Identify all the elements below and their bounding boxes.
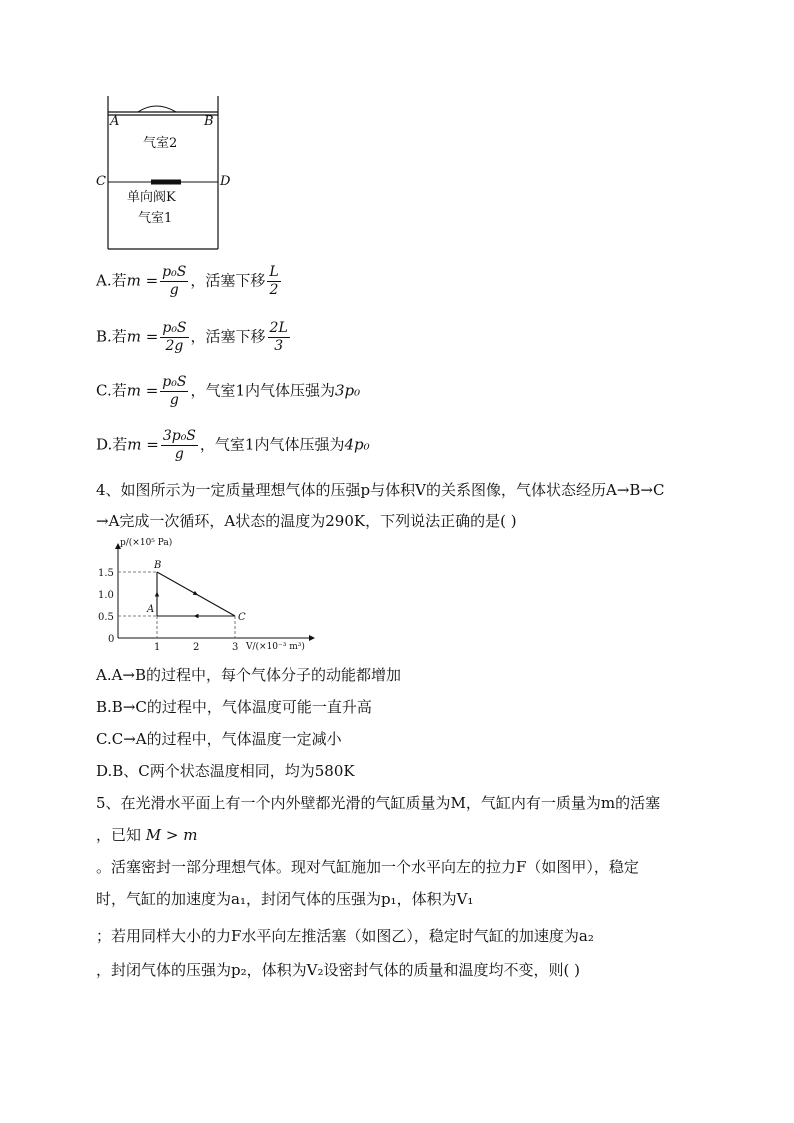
y-axis-label: p/(×10⁵ Pa) — [120, 538, 173, 548]
x-tick-label: 2 — [193, 642, 200, 653]
cylinder-figure — [96, 94, 246, 254]
denominator: g — [169, 392, 179, 408]
q4-stem-line2: →A完成一次循环，A状态的温度为290K，下列说法正确的是( ) — [96, 512, 517, 530]
room2-label: 气室2 — [143, 136, 178, 151]
q5-line2-prefix: ，已知 — [96, 826, 142, 844]
fraction — [160, 374, 188, 409]
room1-label: 气室1 — [138, 211, 173, 226]
mass-eq: m = — [127, 435, 159, 454]
q5-line1: 5、在光滑水平面上有一个内外壁都光滑的气缸质量为M，气缸内有一质量为m的活塞 — [96, 794, 661, 812]
y-tick-label: 0.5 — [98, 612, 114, 623]
q5-line4: 时，气缸的加速度为a₁，封闭气体的压强为p₁，体积为V₁ — [96, 890, 474, 908]
q4-option-d: D.B、C两个状态温度相同，均为580K — [96, 762, 355, 780]
q3-option-a — [96, 264, 283, 299]
numerator: 2L — [269, 320, 288, 336]
pv-chart-svg — [96, 538, 326, 656]
direction-arrow-c-a — [194, 614, 199, 618]
origin-label: 0 — [108, 634, 115, 645]
option-text: ，活塞下移 — [190, 271, 266, 290]
q4-option-b: B.B→C的过程中，气体温度可能一直升高 — [96, 698, 372, 716]
denominator: 3 — [274, 338, 284, 354]
q5-line6: ，封闭气体的压强为p₂，体积为V₂设密封气体的质量和温度均不变，则( ) — [96, 961, 580, 979]
fraction — [161, 428, 198, 463]
fraction — [160, 320, 188, 355]
numerator: L — [269, 264, 279, 280]
mass-eq: m = — [126, 381, 159, 400]
point-label-b: B — [154, 560, 162, 571]
y-tick-label: 1.5 — [98, 568, 114, 579]
denominator: g — [174, 446, 184, 462]
fraction — [267, 264, 280, 299]
x-axis-label: V/(×10⁻³ m³) — [246, 642, 305, 652]
label-d: D — [220, 174, 231, 189]
numerator: 3p₀S — [162, 428, 196, 444]
option-text: ，气室1内气体压强为 — [190, 381, 335, 400]
option-tail: 3p₀ — [335, 381, 361, 400]
q4-option-c: C.C→A的过程中，气体温度一定减小 — [96, 730, 342, 748]
point-label-a: A — [147, 604, 155, 615]
option-text: ，气室1内气体压强为 — [199, 435, 345, 454]
fraction — [160, 264, 188, 299]
q3-option-b — [96, 320, 292, 355]
q5-line3: 。活塞密封一部分理想气体。现对气缸施加一个水平向左的拉力F（如图甲），稳定 — [96, 858, 639, 876]
direction-arrow-a-b — [155, 592, 159, 597]
valve-k — [151, 180, 181, 185]
denominator: 2 — [269, 282, 279, 298]
option-prefix: D.若 — [96, 435, 128, 454]
q5-line2 — [96, 825, 197, 845]
q4-option-a: A.A→B的过程中，每个气体分子的动能都增加 — [96, 666, 402, 684]
label-b: B — [204, 114, 214, 129]
pv-chart — [96, 538, 326, 656]
label-c: C — [96, 174, 106, 189]
point-label-c: C — [238, 612, 246, 623]
denominator: g — [169, 282, 179, 298]
weight-bump — [138, 106, 176, 112]
mass-eq: m = — [126, 271, 159, 290]
numerator: p₀S — [162, 264, 187, 280]
q5-line5: ；若用同样大小的力F水平向左推活塞（如图乙），稳定时气缸的加速度为a₂ — [96, 927, 594, 945]
mass-eq: m = — [126, 327, 159, 346]
denominator: 2g — [165, 338, 184, 354]
valve-label: 单向阀K — [127, 190, 176, 205]
q5-inequality: M > m — [145, 826, 198, 844]
numerator: p₀S — [162, 320, 187, 336]
y-tick-label: 1.0 — [98, 590, 114, 601]
option-prefix: B.若 — [96, 327, 127, 346]
label-a: A — [110, 114, 120, 129]
q3-option-c — [96, 374, 360, 409]
numerator: p₀S — [162, 374, 187, 390]
option-text: ，活塞下移 — [190, 327, 266, 346]
q3-option-d — [96, 428, 370, 463]
fraction — [268, 320, 290, 355]
q4-stem-line1: 4、如图所示为一定质量理想气体的压强p与体积V的关系图像，气体状态经历A→B→C — [96, 481, 665, 499]
x-tick-label: 1 — [154, 642, 161, 653]
x-tick-label: 3 — [232, 642, 239, 653]
option-prefix: A.若 — [96, 271, 127, 290]
option-tail: 4p₀ — [344, 435, 370, 454]
option-prefix: C.若 — [96, 381, 127, 400]
